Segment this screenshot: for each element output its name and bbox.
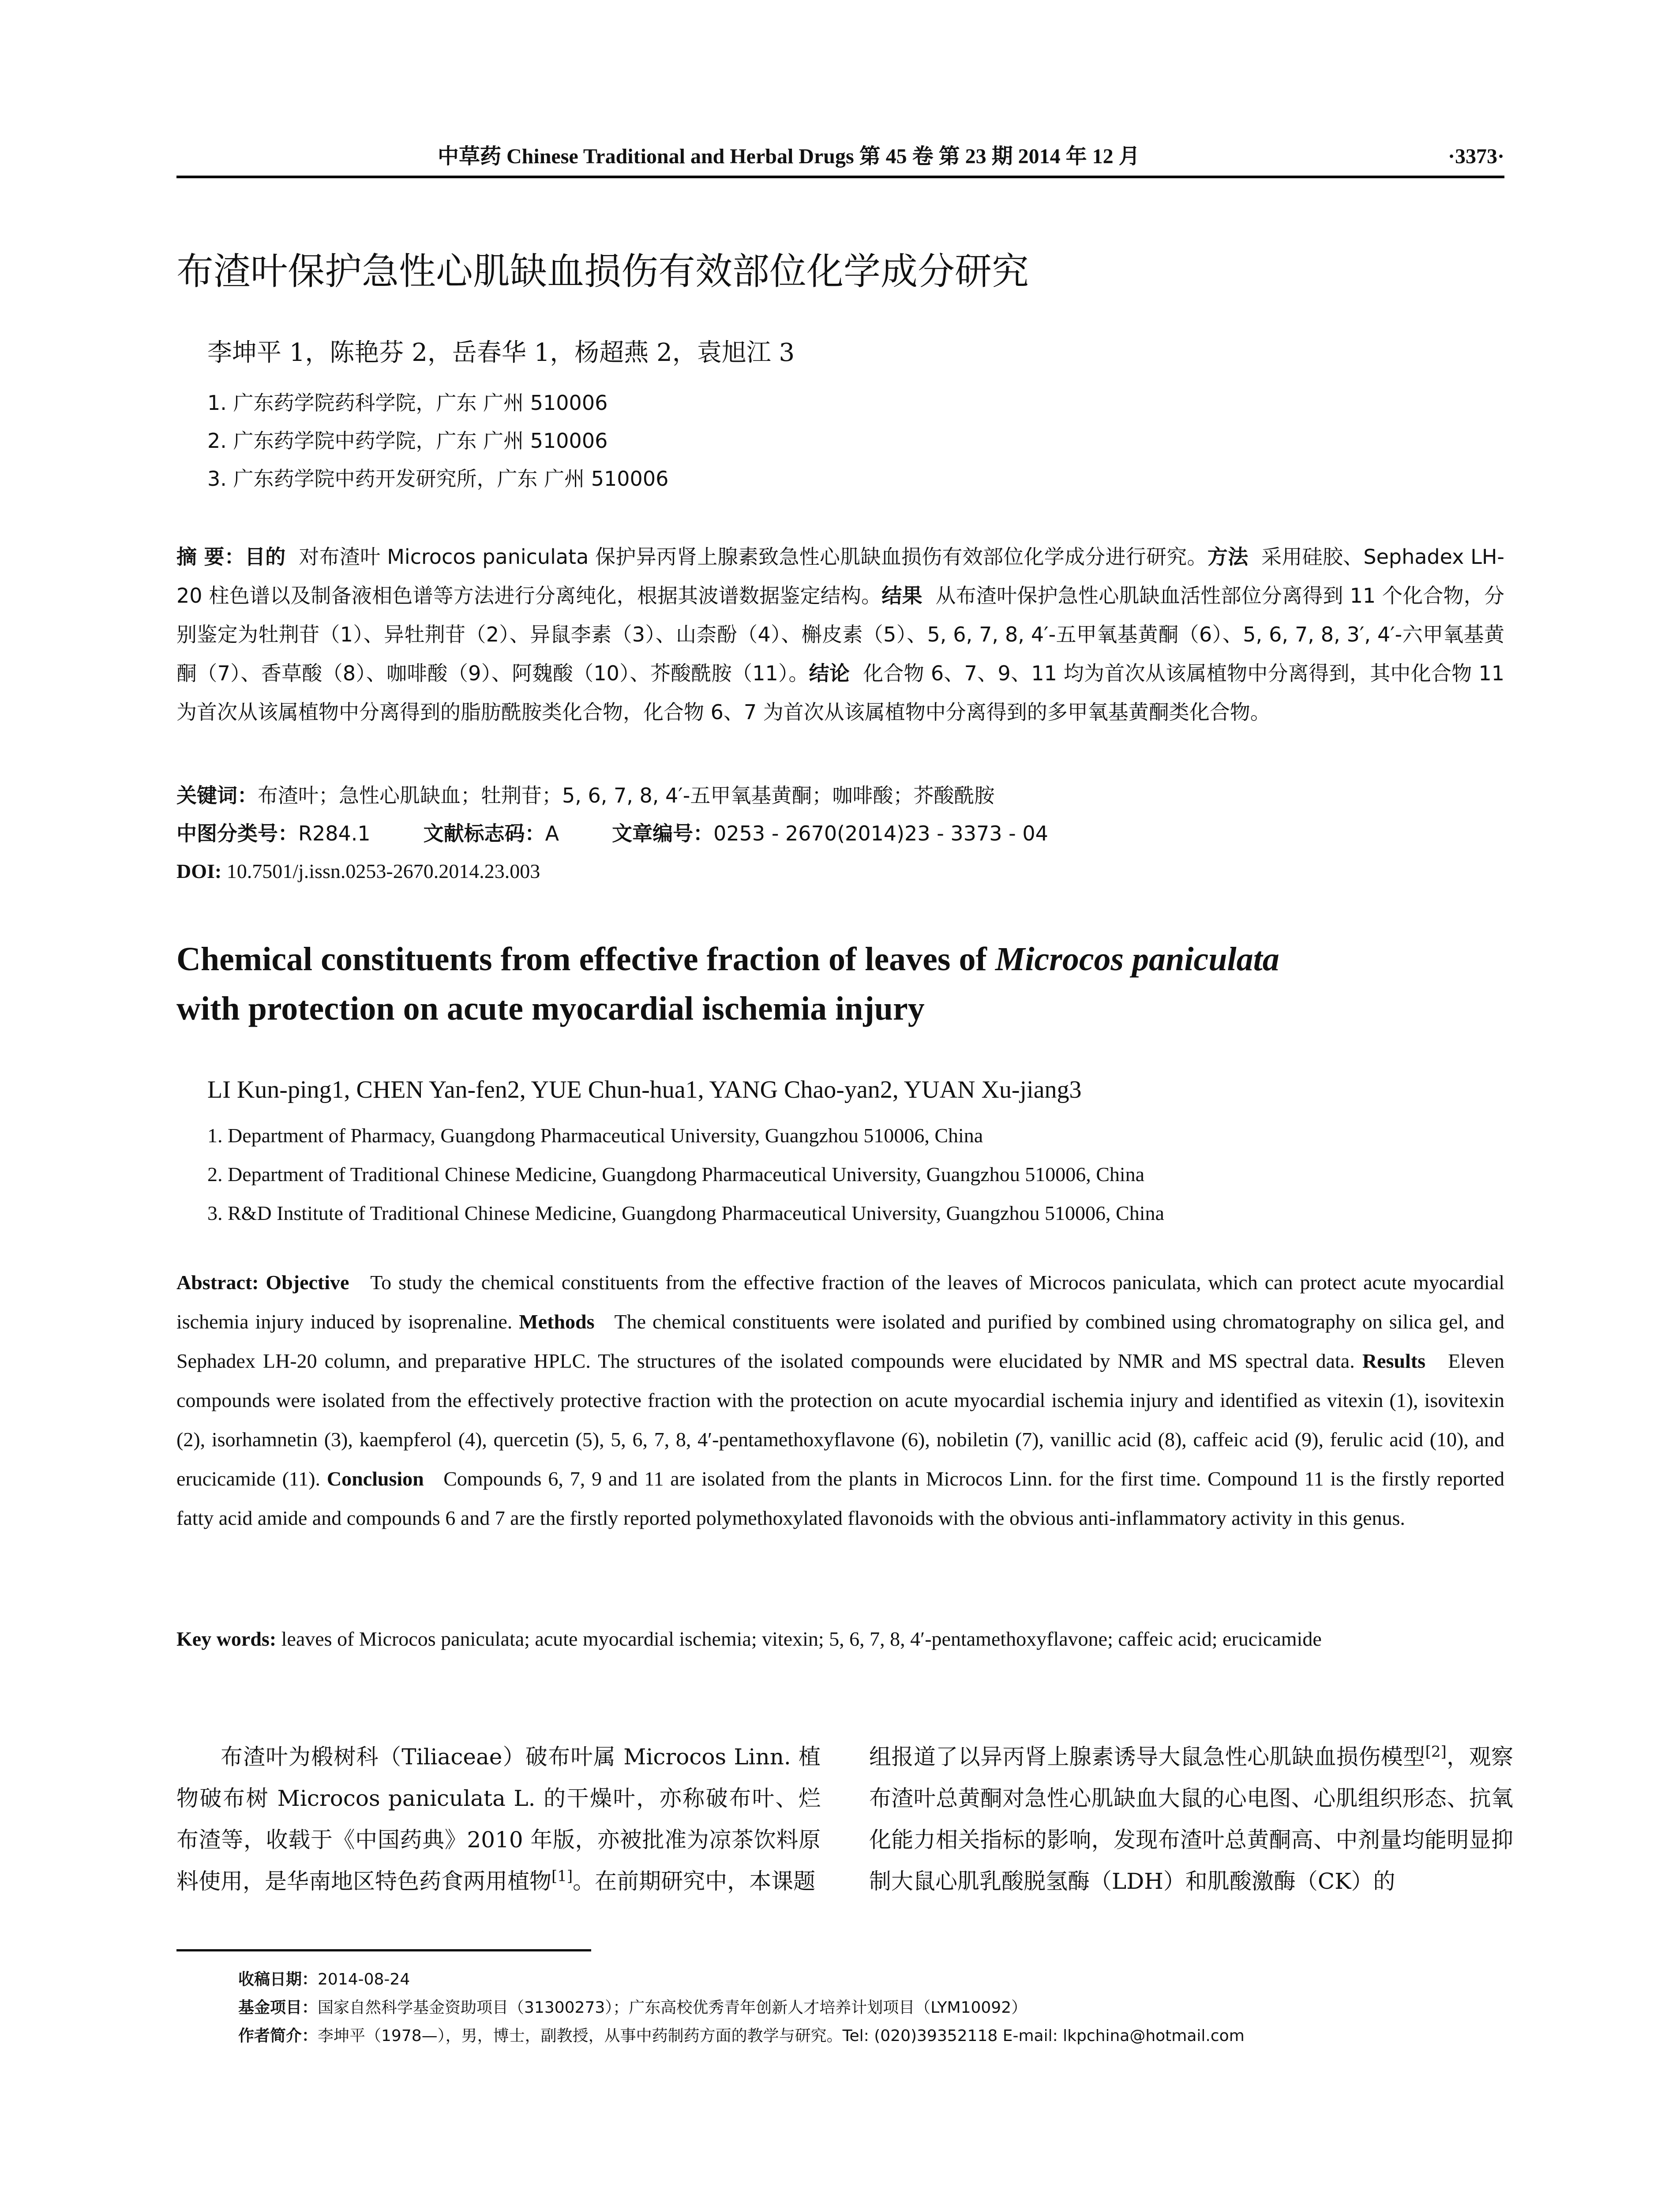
en-authors: LI Kun-ping1, CHEN Yan-fen2, YUE Chun-hua1, YANG Chao-yan2, YUAN Xu-jiang3 xyxy=(207,1076,1082,1103)
doi-value: 10.7501/j.issn.0253-2670.2014.23.003 xyxy=(226,860,540,882)
en-affiliation: 3. R&D Institute of Traditional Chinese Medicine, Guangdong Pharmaceutical University, Guangzhou 510006, China xyxy=(207,1202,1164,1224)
cn-results-text: 从布渣叶保护急性心肌缺血活性部位分离得到 11 个化合物，分别鉴定为牡荆苷（1）、异牡荆苷（2）、异鼠李素（3）、山柰酚（4）、槲皮素（5）、5, 6, 7, 8, 4′-五甲氧基黄酮（6）、5, 6, 7, 8, 3′, 4′-六甲氧基黄酮（7）、香草酸（8）、咖啡酸（9）、阿魏酸（10）、芥酸酰胺（11）。 xyxy=(176,584,1505,685)
en-methods-text: The chemical constituents were isolated and purified by combined using chromatography on silica gel, and Sephadex LH-20 column, and preparative HPLC. The structures of the isolated compounds were elucidated by NMR and MS spectral data. xyxy=(176,1310,1504,1372)
clc-value: R284.1 xyxy=(298,822,371,845)
body-left-text: 布渣叶为椴树科（Tiliaceae）破布叶属 Microcos Linn. 植物破布树 Microcos paniculata L. 的干燥叶，亦称破布叶、烂布渣等，收载于《中国药典》2010 年版，亦被批准为凉茶饮料原料使用，是华南地区特色药食两用植物 xyxy=(176,1744,821,1894)
cn-abstract-label: 摘 要： xyxy=(176,545,245,569)
cn-keywords-label: 关键词： xyxy=(176,784,258,807)
doi-label: DOI: xyxy=(176,860,222,882)
en-results-text: Eleven compounds were isolated from the effectively protective fraction with the protection on acute myocardial ischemia injury and identified as vitexin (1), isovitexin (2), isorhamnetin (3), kaempferol (4), quercetin (5), 5, 6, 7, 8, 4′-pentamethoxyflavone (6), nobiletin (7), vanillic acid (8), caffeic acid (9), ferulic acid (10), and erucicamide (11). xyxy=(176,1350,1504,1490)
en-methods-label: Methods xyxy=(519,1310,595,1333)
en-conclusion-label: Conclusion xyxy=(326,1467,424,1490)
footnote-received xyxy=(238,1966,1504,1994)
en-abstract-label: Abstract: Objective xyxy=(176,1271,349,1294)
citation-2[interactable]: [2] xyxy=(1425,1743,1447,1761)
en-abstract xyxy=(176,1263,1504,1538)
body-column-right xyxy=(869,1736,1513,1902)
cn-keywords: 布渣叶；急性心肌缺血；牡荆苷；5, 6, 7, 8, 4′-五甲氧基黄酮；咖啡酸；芥酸酰胺 xyxy=(258,784,995,807)
en-title-part1: Chemical constituents from effective fraction of leaves of xyxy=(176,941,995,978)
doi-row xyxy=(176,852,1504,890)
en-affiliation: 1. Department of Pharmacy, Guangdong Pharmaceutical University, Guangzhou 510006, China xyxy=(207,1124,983,1147)
body-column-left xyxy=(176,1736,821,1902)
article-no-value: 0253 - 2670(2014)23 - 3373 - 04 xyxy=(713,822,1048,845)
cn-authors: 李坤平 1，陈艳芬 2，岳春华 1，杨超燕 2，袁旭江 3 xyxy=(207,338,795,367)
en-title xyxy=(176,934,1504,1033)
running-header xyxy=(176,140,1504,173)
cn-affiliation: 1. 广东药学院药科学院，广东 广州 510006 xyxy=(207,391,608,415)
fund-text: 国家自然科学基金资助项目（31300273）；广东高校优秀青年创新人才培养计划项目（LYM10092） xyxy=(318,1999,1028,2017)
article-no-label: 文章编号： xyxy=(612,822,714,845)
cn-conclusion-text: 化合物 6、7、9、11 均为首次从该属植物中分离得到，其中化合物 11 为首次从该属植物中分离得到的脂肪酰胺类化合物，化合物 6、7 为首次从该属植物中分离得到的多甲氧基黄酮类化合物。 xyxy=(176,661,1505,724)
header-rule xyxy=(176,176,1504,178)
cn-affiliations xyxy=(207,384,1487,498)
cn-keywords-row xyxy=(176,777,1504,814)
cn-methods-text: 采用硅胶、Sephadex LH-20 柱色谱以及制备液相色谱等方法进行分离纯化，根据其波谱数据鉴定结构。 xyxy=(176,545,1505,608)
author-bio-label: 作者简介： xyxy=(238,2027,318,2045)
cn-conclusion-label: 结论 xyxy=(809,661,850,685)
received-date: 2014-08-24 xyxy=(318,1970,410,1988)
body-right-text-b: ，观察布渣叶总黄酮对急性心肌缺血大鼠的心电图、心肌组织形态、抗氧化能力相关指标的影响，发现布渣叶总黄酮高、中剂量均能明显抑制大鼠心肌乳酸脱氢酶（LDH）和肌酸激酶（CK）的 xyxy=(869,1744,1514,1894)
journal-line: 中草药 Chinese Traditional and Herbal Drugs 第 45 卷 第 23 期 2014 年 12 月 xyxy=(438,145,1140,168)
en-objective-text: To study the chemical constituents from the effective fraction of the leaves of Microcos paniculata, which can protect acute myocardial ischemia injury induced by isoprenaline. xyxy=(176,1271,1504,1333)
footnote-rule xyxy=(176,1949,591,1951)
citation-1[interactable]: [1] xyxy=(551,1867,573,1885)
cn-affiliation: 2. 广东药学院中药学院，广东 广州 510006 xyxy=(207,429,608,453)
body-right-text-a: 组报道了以异丙肾上腺素诱导大鼠急性心肌缺血损伤模型 xyxy=(869,1744,1425,1770)
en-keywords: leaves of Microcos paniculata; acute myocardial ischemia; vitexin; 5, 6, 7, 8, 4′-pentamethoxyflavone; caffeic acid; erucicamide xyxy=(281,1628,1322,1650)
fund-label: 基金项目： xyxy=(238,1999,318,2017)
en-title-species: Microcos paniculata xyxy=(995,941,1279,978)
author-bio-text: 李坤平（1978—），男，博士，副教授，从事中药制药方面的教学与研究。Tel: (020)39352118 E-mail: lkpchina@hotmail.com xyxy=(318,2027,1245,2045)
cn-methods-label: 方法 xyxy=(1207,545,1249,569)
footnote-author xyxy=(238,2022,1504,2050)
en-keywords-block xyxy=(176,1620,1504,1658)
en-conclusion-text: Compounds 6, 7, 9 and 11 are isolated from the plants in Microcos Linn. for the first time. Compound 11 is the firstly reported fatty acid amide and compounds 6 and 7 are the firstly reported polymethoxylated flavonoids with the obvious anti-inflammatory activity in this genus. xyxy=(176,1467,1504,1529)
doc-code-label: 文献标志码： xyxy=(423,822,545,845)
clc-label: 中图分类号： xyxy=(176,822,298,845)
cn-abstract xyxy=(176,537,1504,732)
cn-affiliation: 3. 广东药学院中药开发研究所，广东 广州 510006 xyxy=(207,467,669,491)
cn-results-label: 结果 xyxy=(881,584,922,608)
doc-code-value: A xyxy=(545,822,559,845)
cn-classification-row xyxy=(176,814,1504,852)
cn-title: 布渣叶保护急性心肌缺血损伤有效部位化学成分研究 xyxy=(176,250,1029,293)
footnotes xyxy=(238,1966,1504,2050)
en-keywords-label: Key words: xyxy=(176,1628,277,1650)
en-affiliation: 2. Department of Traditional Chinese Medicine, Guangdong Pharmaceutical University, Guangzhou 510006, China xyxy=(207,1163,1145,1186)
cn-objective-label: 目的 xyxy=(245,545,286,569)
footnote-fund xyxy=(238,1994,1504,2022)
cn-metadata xyxy=(176,777,1504,890)
en-title-part2: with protection on acute myocardial ischemia injury xyxy=(176,990,925,1027)
cn-objective-text: 对布渣叶 Microcos paniculata 保护异丙肾上腺素致急性心肌缺血损伤有效部位化学成分进行研究。 xyxy=(299,545,1208,569)
en-affiliations xyxy=(207,1116,1504,1233)
body-left-text-end: 。在前期研究中，本课题 xyxy=(573,1868,816,1894)
received-label: 收稿日期： xyxy=(238,1970,318,1988)
en-results-label: Results xyxy=(1362,1350,1425,1372)
page-number: ·3373· xyxy=(1448,145,1504,168)
